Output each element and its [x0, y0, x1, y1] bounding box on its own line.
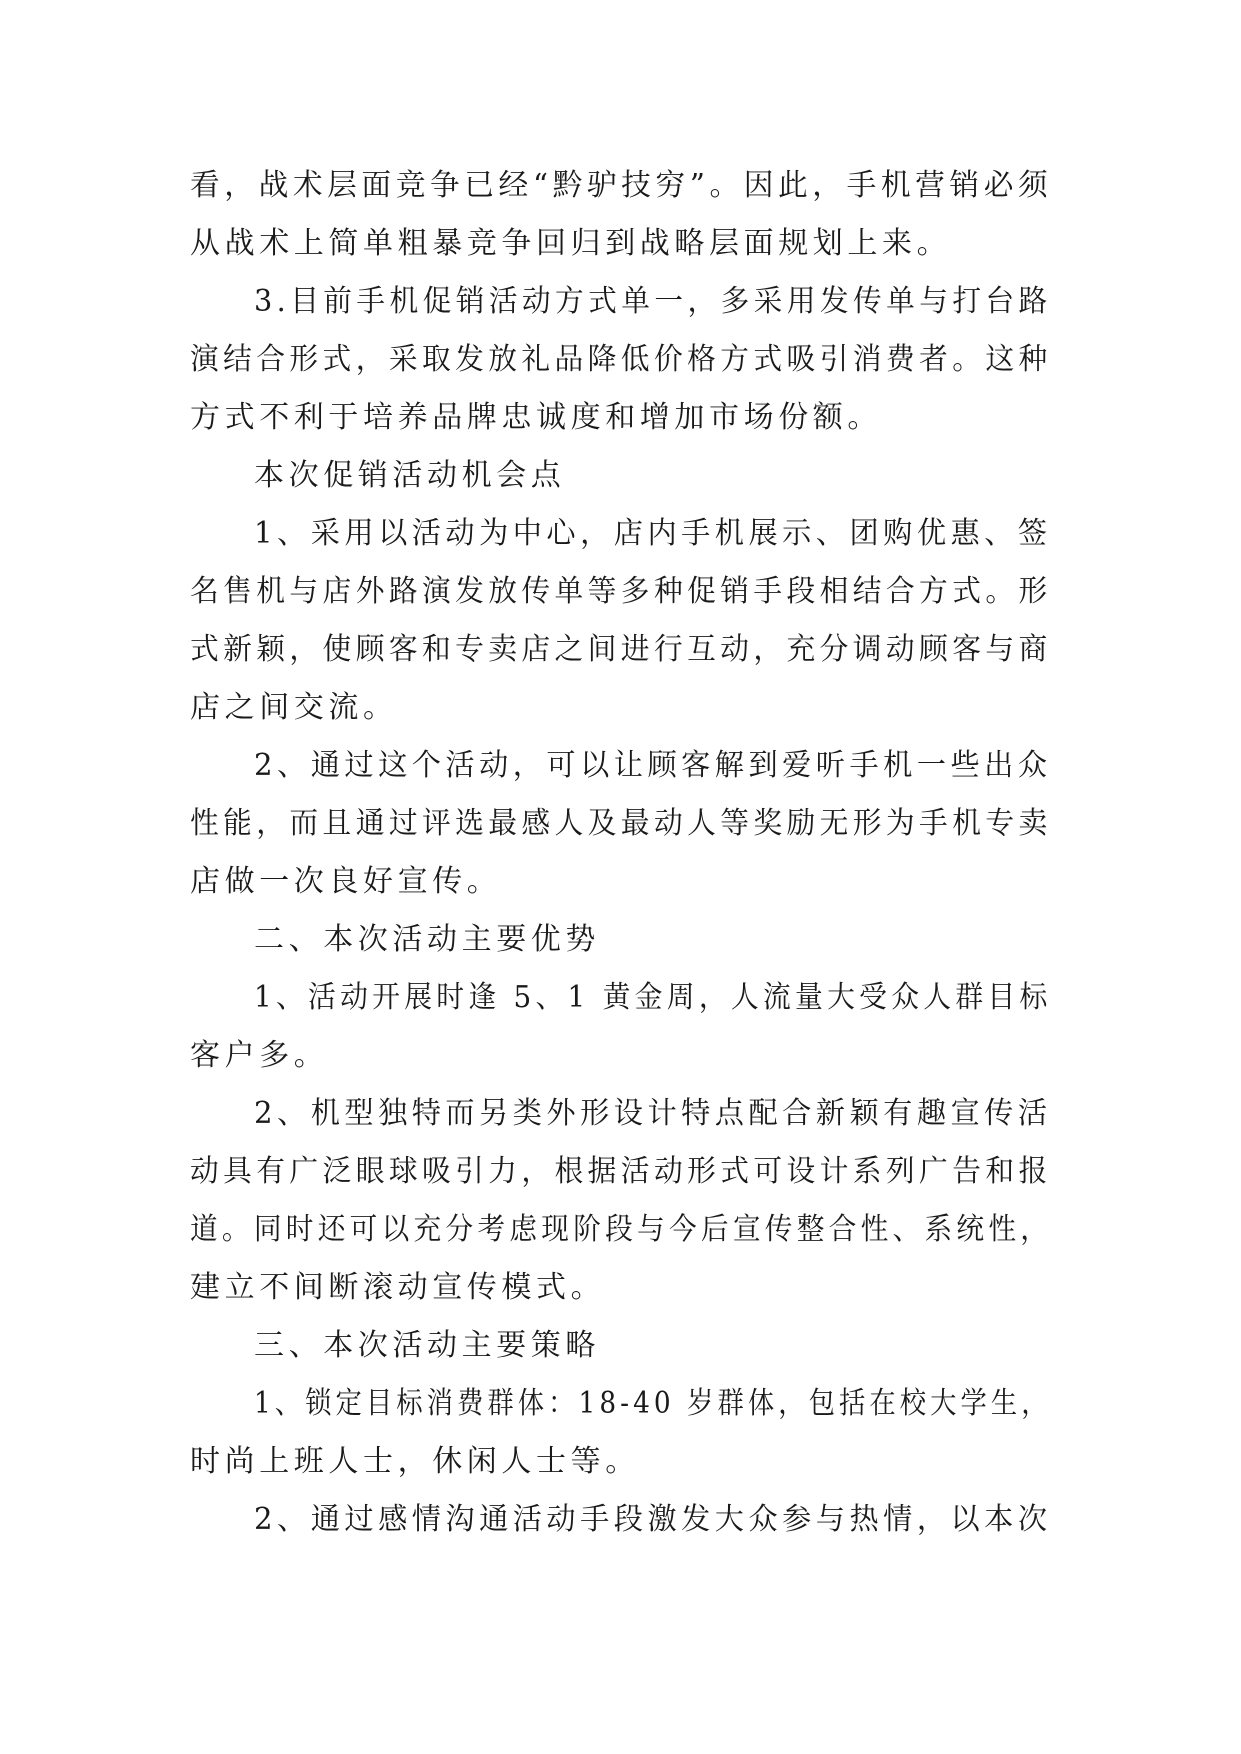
section-heading: 二、本次活动主要优势 [254, 922, 600, 957]
text-line: 1、锁定目标消费群体：18-40 岁群体，包括在校大学生， [254, 1386, 1052, 1421]
text-line: 方式不利于培养品牌忠诚度和增加市场份额。 [190, 400, 882, 435]
text-line: 3.目前手机促销活动方式单一，多采用发传单与打台路 [254, 284, 1052, 319]
text-line: 式新颖，使顾客和专卖店之间进行互动，充分调动顾客与商 [190, 632, 1052, 667]
text-line: 性能，而且通过评选最感人及最动人等奖励无形为手机专卖 [190, 806, 1052, 841]
section-heading: 本次促销活动机会点 [254, 458, 566, 493]
text-line: 店之间交流。 [190, 690, 398, 725]
section-heading: 三、本次活动主要策略 [254, 1328, 600, 1363]
text-line: 时尚上班人士，休闲人士等。 [190, 1444, 640, 1479]
text-line: 2、机型独特而另类外形设计特点配合新颖有趣宣传活 [254, 1096, 1052, 1131]
text-line: 道。同时还可以充分考虑现阶段与今后宣传整合性、系统性， [190, 1212, 1053, 1247]
text-line: 看，战术层面竞争已经“黔驴技穷”。因此，手机营销必须 [190, 168, 1053, 203]
text-line: 1、采用以活动为中心，店内手机展示、团购优惠、签 [254, 516, 1052, 551]
text-line: 建立不间断滚动宣传模式。 [190, 1270, 606, 1305]
text-line: 名售机与店外路演发放传单等多种促销手段相结合方式。形 [190, 574, 1052, 609]
text-line: 演结合形式，采取发放礼品降低价格方式吸引消费者。这种 [190, 342, 1052, 377]
text-line: 1、活动开展时逢 5、1 黄金周，人流量大受众人群目标 [254, 980, 1052, 1015]
text-line: 店做一次良好宣传。 [190, 864, 502, 899]
text-line: 客户多。 [190, 1038, 329, 1073]
text-line: 从战术上简单粗暴竞争回归到战略层面规划上来。 [190, 226, 952, 261]
text-line: 2、通过感情沟通活动手段激发大众参与热情，以本次 [254, 1502, 1052, 1537]
text-line: 2、通过这个活动，可以让顾客解到爱听手机一些出众 [254, 748, 1052, 783]
text-line: 动具有广泛眼球吸引力，根据活动形式可设计系列广告和报 [190, 1154, 1052, 1189]
